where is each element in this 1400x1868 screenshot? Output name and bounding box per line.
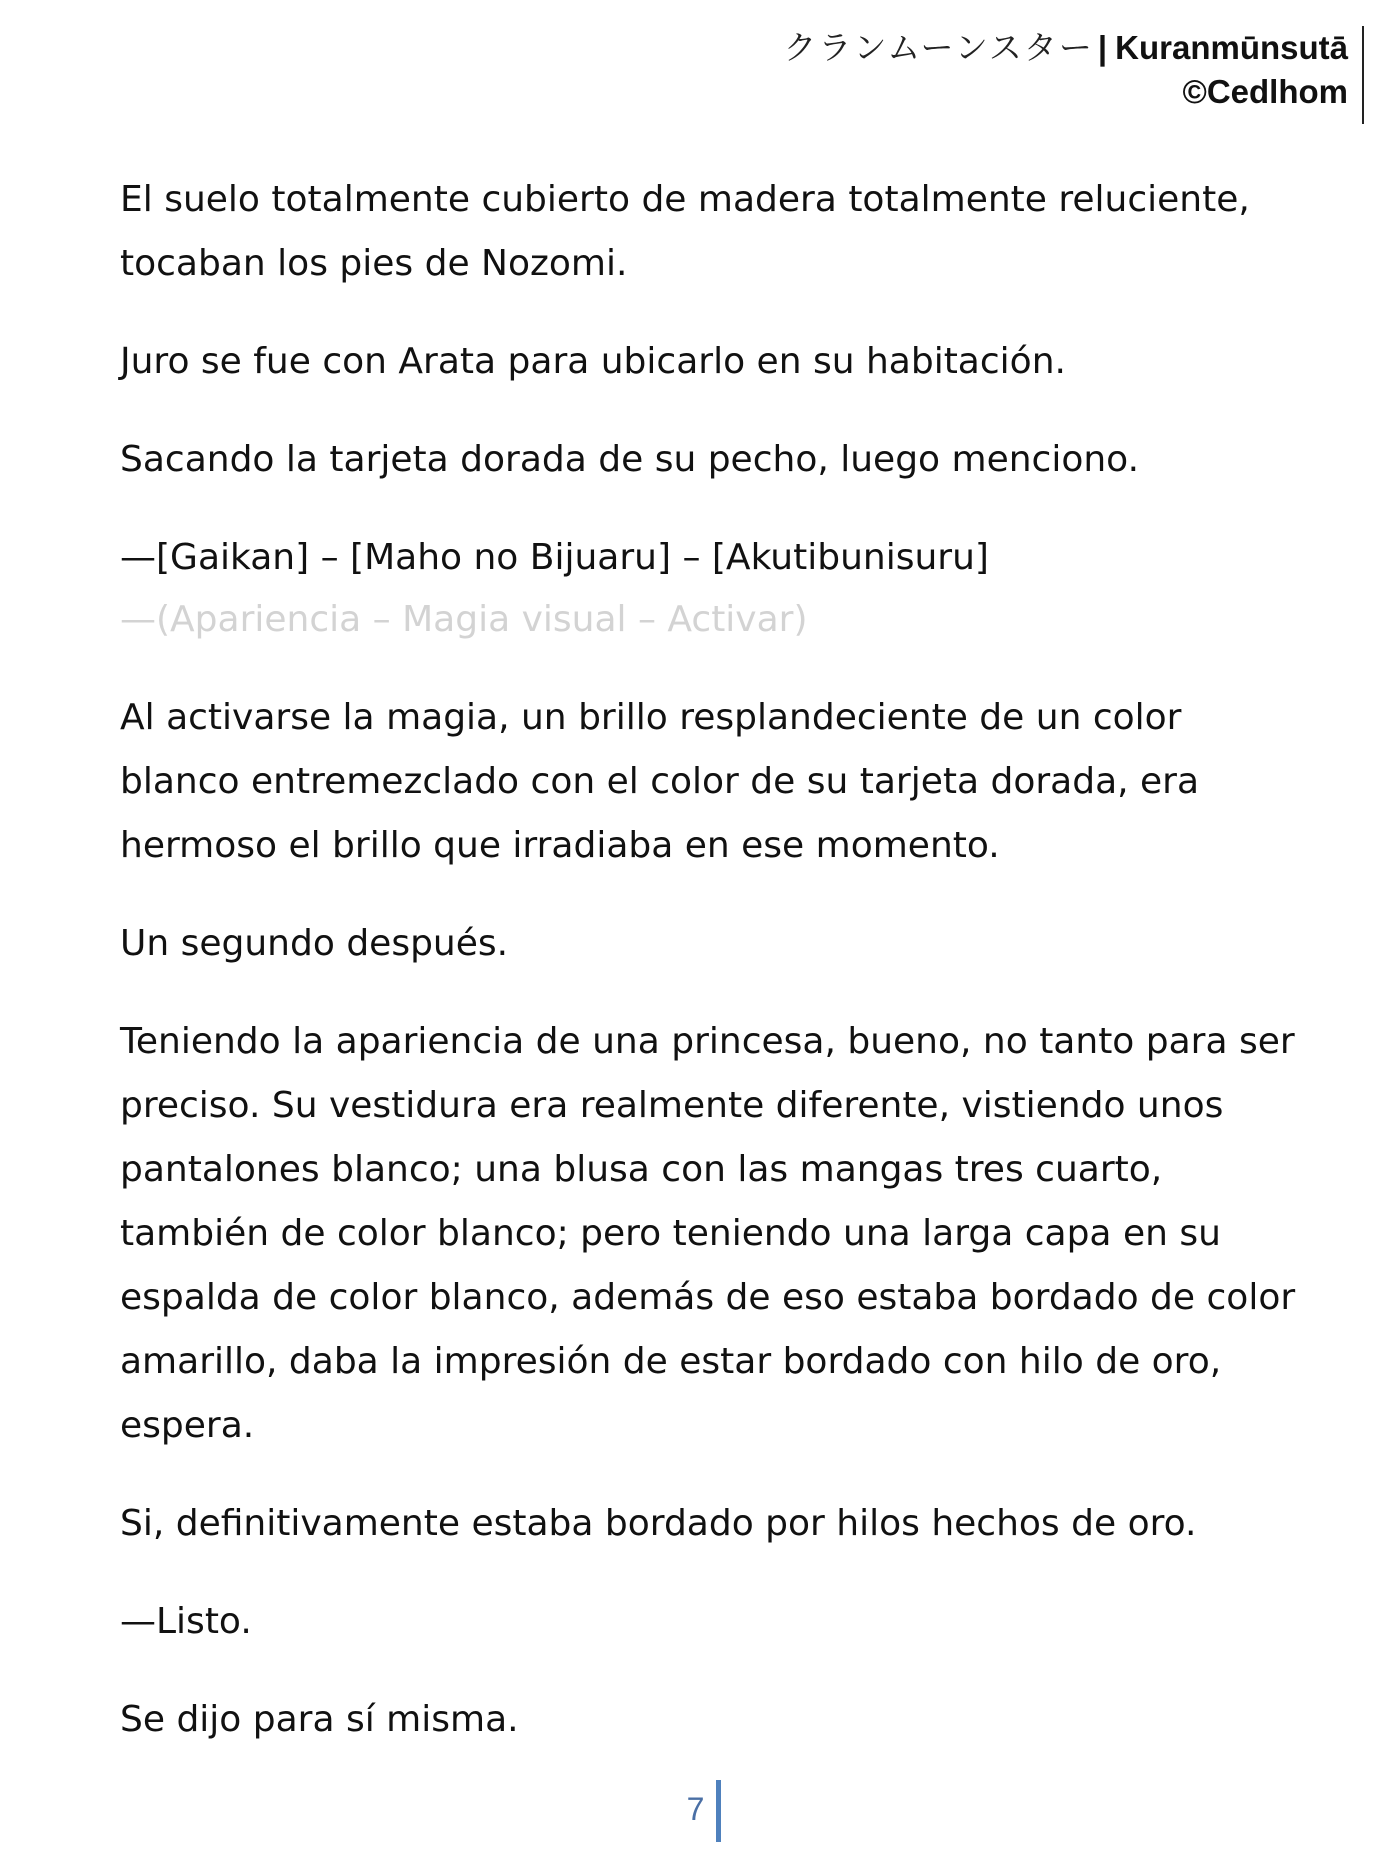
header-romaji-title: Kuranmūnsutā bbox=[1115, 29, 1348, 66]
spell-translation: —(Apariencia – Magia visual – Activar) bbox=[120, 599, 808, 640]
spell-incantation: —[Gaikan] – [Maho no Bijuaru] – [Akutibunisuru] bbox=[120, 537, 989, 578]
document-body bbox=[120, 168, 1310, 1786]
paragraph-gold-thread: Si, definitivamente estaba bordado por hilos hechos de oro. bbox=[120, 1503, 1197, 1544]
paragraph-one-second: Un segundo después. bbox=[120, 923, 509, 964]
paragraph-card: Sacando la tarjeta dorada de su pecho, luego menciono. bbox=[120, 439, 1140, 480]
paragraph-herself: Se dijo para sí misma. bbox=[120, 1699, 519, 1740]
paragraph-juro: Juro se fue con Arata para ubicarlo en su habitación. bbox=[120, 341, 1066, 382]
header-separator: | bbox=[1097, 29, 1108, 66]
paragraph-magic-activation: Al activarse la magia, un brillo resplandeciente de un color blanco entremezclado con el color de su tarjeta dorada, era hermoso el brillo que irradiaba en ese momento. bbox=[120, 697, 1211, 866]
paragraph-princess-appearance: Teniendo la apariencia de una princesa, bueno, no tanto para ser preciso. Su vestidura era realmente diferente, vistiendo unos pantalones blanco; una blusa con las mangas tres cuarto, también de color blanco; pero teniendo una larga capa en su espalda de color blanco, además de eso estaba bordado de color amarillo, daba la impresión de estar bordado con hilo de oro, espera. bbox=[120, 1021, 1307, 1446]
header-title-line bbox=[784, 26, 1348, 70]
dialogue-listo: —Listo. bbox=[120, 1601, 252, 1642]
header-japanese-title: クランムーンスター bbox=[783, 28, 1094, 67]
page-footer bbox=[0, 1780, 1400, 1842]
page-number: 7 bbox=[687, 1780, 722, 1842]
header-copyright: ©Cedlhom bbox=[1182, 73, 1348, 110]
page-header bbox=[784, 26, 1364, 124]
paragraph-floor: El suelo totalmente cubierto de madera totalmente reluciente, tocaban los pies de Nozomi. bbox=[120, 179, 1262, 284]
